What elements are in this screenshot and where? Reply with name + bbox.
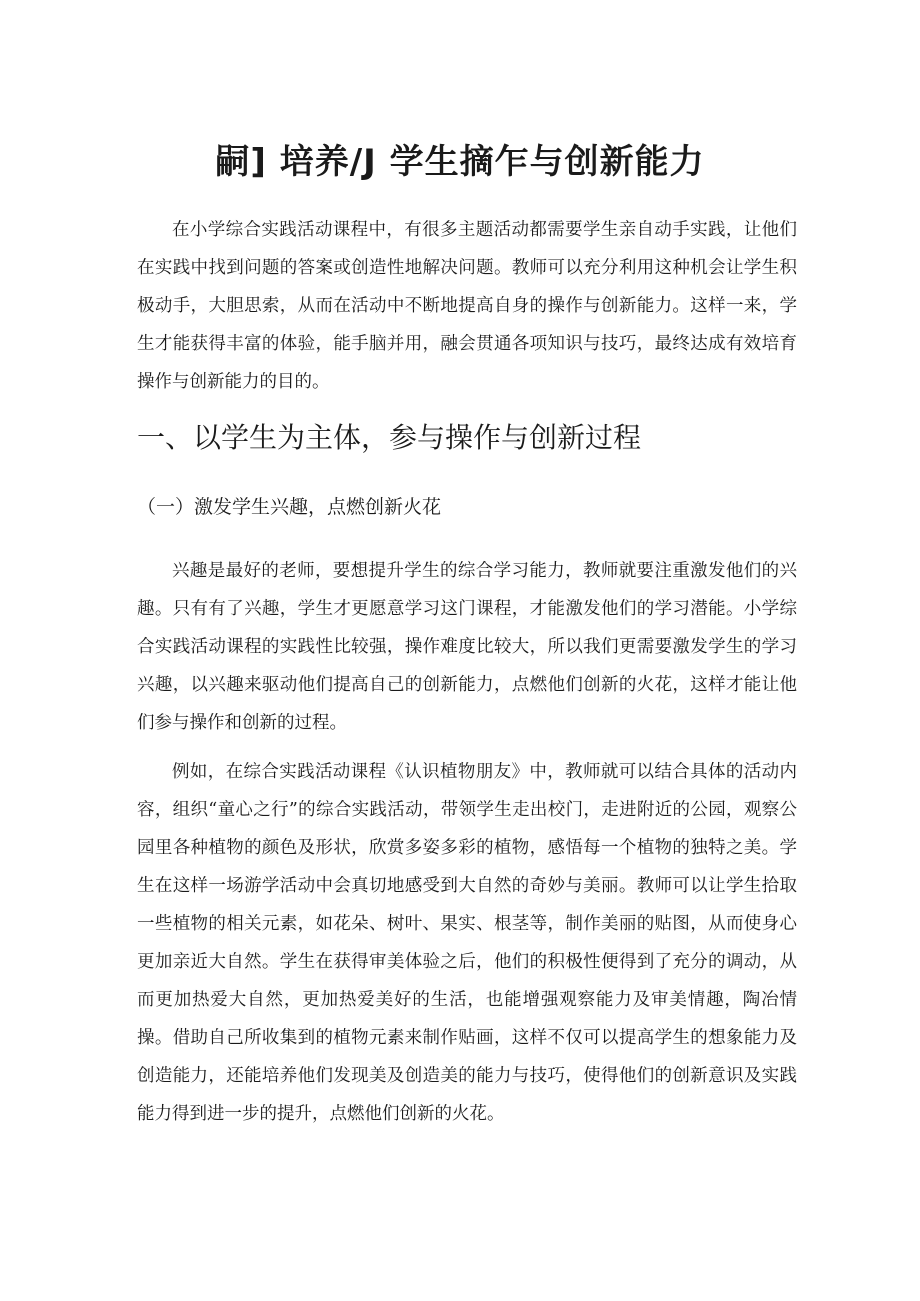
document-title: 嗣] 培养/J 学生摘乍与创新能力: [215, 142, 705, 182]
subsection-heading: （一）激发学生兴趣，点燃创新火花: [137, 496, 442, 518]
body-paragraph: 兴趣是最好的老师，要想提升学生的综合学习能力，教师就要注重激发他们的兴趣。只有有了兴趣，学生才更愿意学习这门课程，才能激发他们的学习潜能。小学综合实践活动课程的实践性比较强，操作难度比较大，所以我们更需要激发学生的学习兴趣，以兴趣来驱动他们提高自己的创新能力，点燃他们创新的火花，这样才能让他们参与操作和创新的过程。: [137, 561, 797, 733]
body-paragraph: 例如，在综合实践活动课程《认识植物朋友》中，教师就可以结合具体的活动内容，组织“童心之行”的综合实践活动，带领学生走出校门，走进附近的公园，观察公园里各种植物的颜色及形状，欣赏多姿多彩的植物，感悟每一个植物的独特之美。学生在这样一场游学活动中会真切地感受到大自然的奇妙与美丽。教师可以让学生拾取一些植物的相关元素，如花朵、树叶、果实、根茎等，制作美丽的贴图，从而使身心更加亲近大自然。学生在获得审美体验之后，他们的积极性便得到了充分的调动，从而更加热爱大自然，更加热爱美好的生活，也能增强观察能力及审美情趣，陶冶情操。借助自己所收集到的植物元素来制作贴画，这样不仅可以提高学生的想象能力及创造能力，还能培养他们发现美及创造美的能力与技巧，使得他们的创新意识及实践能力得到进一步的提升，点燃他们创新的火花。: [137, 762, 797, 1124]
intro-paragraph: 在小学综合实践活动课程中，有很多主题活动都需要学生亲自动手实践，让他们在实践中找到问题的答案或创造性地解决问题。教师可以充分利用这种机会让学生积极动手，大胆思索，从而在活动中不断地提高自身的操作与创新能力。这样一来，学生才能获得丰富的体验，能手脑并用，融会贯通各项知识与技巧，最终达成有效培育操作与创新能力的目的。: [137, 220, 797, 392]
section-heading: 一、以学生为主体，参与操作与创新过程: [137, 421, 642, 454]
